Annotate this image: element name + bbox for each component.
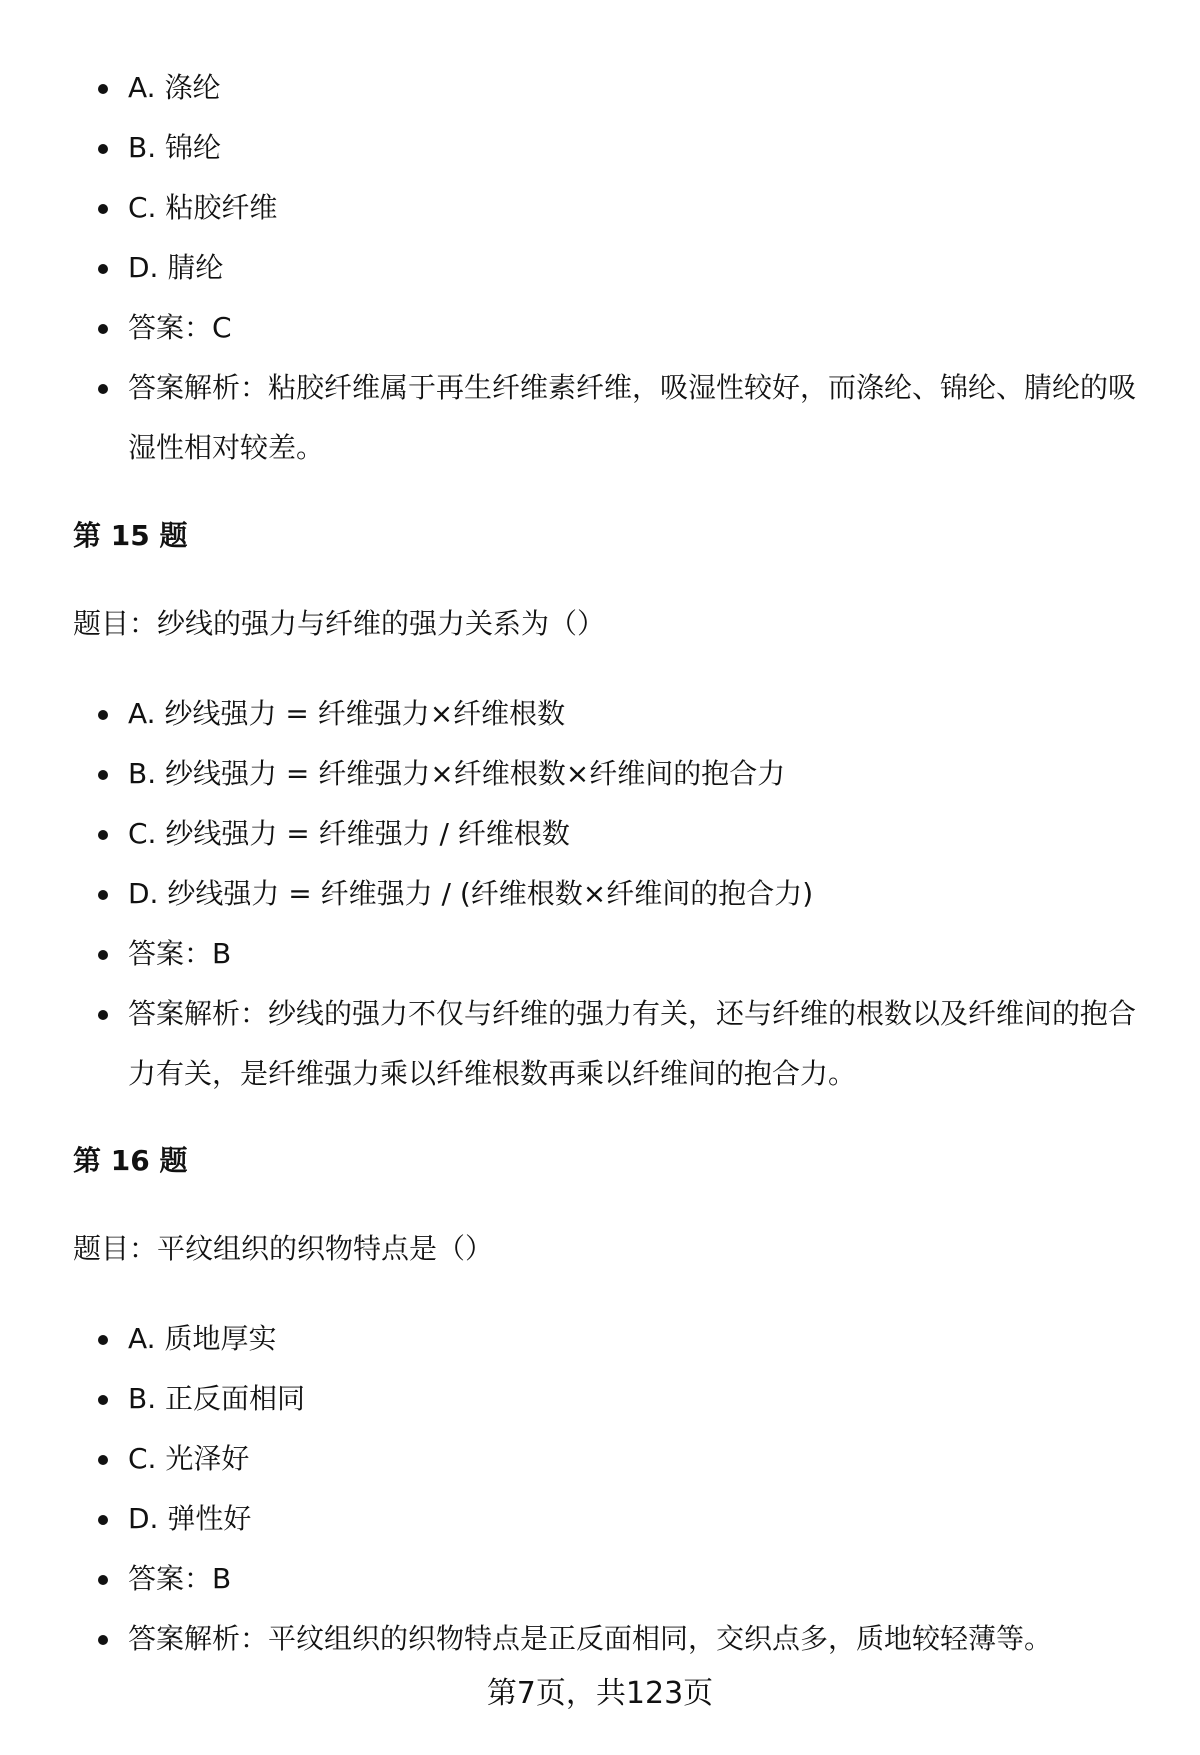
question-16-options	[0, 1309, 1200, 1669]
answer-analysis: 答案解析：纱线的强力不仅与纤维的强力有关，还与纤维的根数以及纤维间的抱合力有关，是纤维强力乘以纤维根数再乘以纤维间的抱合力。	[0, 984, 1200, 1104]
question-15-options	[0, 684, 1200, 1104]
option-b: B. 正反面相同	[0, 1369, 1200, 1429]
option-a: A. 涤纶	[0, 58, 1200, 118]
option-c: C. 纱线强力 = 纤维强力 / 纤维根数	[0, 804, 1200, 864]
answer: 答案：B	[0, 1549, 1200, 1609]
option-d: D. 纱线强力 = 纤维强力 / (纤维根数×纤维间的抱合力)	[0, 864, 1200, 924]
option-a: A. 纱线强力 = 纤维强力×纤维根数	[0, 684, 1200, 744]
answer: 答案：C	[0, 298, 1200, 358]
option-c: C. 粘胶纤维	[0, 178, 1200, 238]
answer-analysis: 答案解析：粘胶纤维属于再生纤维素纤维，吸湿性较好，而涤纶、锦纶、腈纶的吸湿性相对较差。	[0, 358, 1200, 478]
page-number: 第7页，共123页	[486, 1676, 714, 1711]
option-c: C. 光泽好	[0, 1429, 1200, 1489]
option-d: D. 弹性好	[0, 1489, 1200, 1549]
answer-analysis: 答案解析：平纹组织的织物特点是正反面相同，交织点多，质地较轻薄等。	[0, 1609, 1200, 1669]
option-d: D. 腈纶	[0, 238, 1200, 298]
question-15-stem: 题目：纱线的强力与纤维的强力关系为（）	[73, 607, 606, 640]
question-16-stem: 题目：平纹组织的织物特点是（）	[73, 1232, 494, 1265]
option-a: A. 质地厚实	[0, 1309, 1200, 1369]
prev-question-options	[0, 58, 1200, 478]
option-b: B. 纱线强力 = 纤维强力×纤维根数×纤维间的抱合力	[0, 744, 1200, 804]
option-b: B. 锦纶	[0, 118, 1200, 178]
answer: 答案：B	[0, 924, 1200, 984]
question-16-heading: 第 16 题	[73, 1144, 188, 1177]
question-15-heading: 第 15 题	[73, 519, 188, 552]
